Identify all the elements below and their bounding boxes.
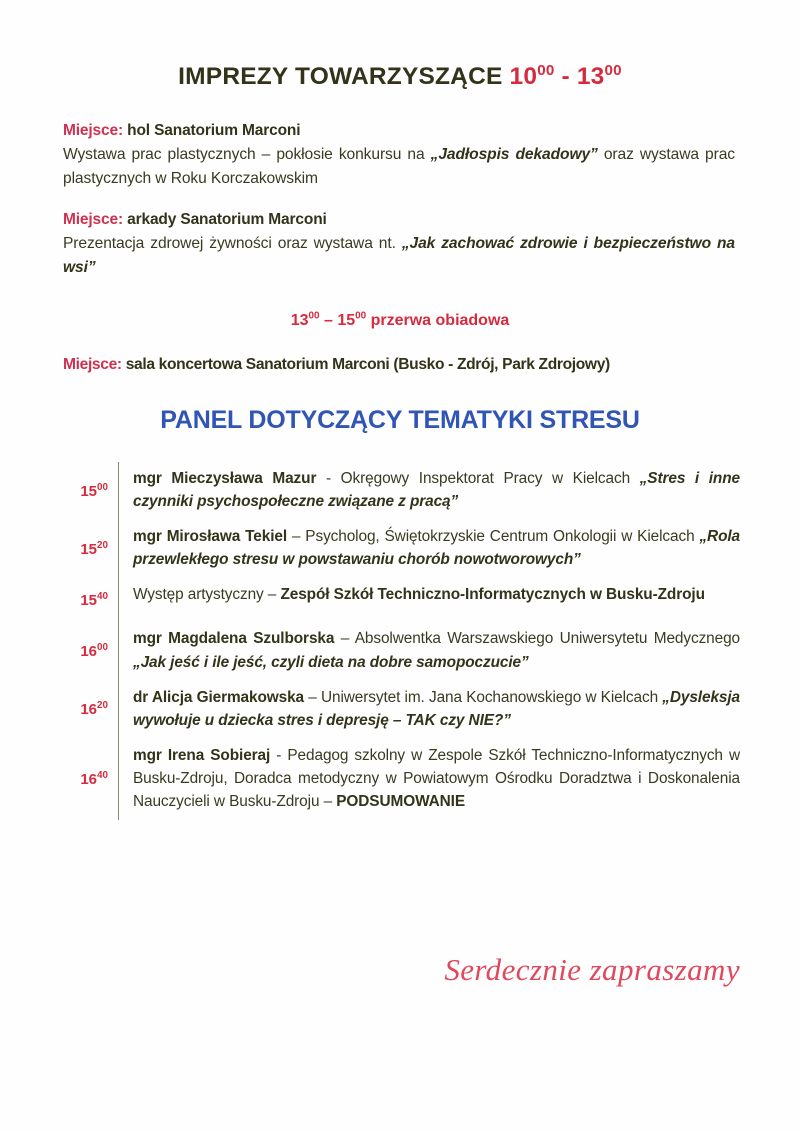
speaker-affiliation: – Absolwentka Warszawskiego Uniwersytetu Medycznego xyxy=(334,630,740,648)
venue-name: arkady Sanatorium Marconi xyxy=(127,211,327,228)
closing-invitation: Serdecznie zapraszamy xyxy=(444,952,740,987)
schedule-time xyxy=(63,541,118,558)
schedule-entry xyxy=(118,578,740,622)
talk-title: „Rola przewlekłego stresu w powstawaniu chorób nowotworowych” xyxy=(133,528,740,569)
schedule-time xyxy=(63,771,118,788)
schedule-minute: 40 xyxy=(97,590,108,602)
venue-heading xyxy=(63,122,735,140)
speaker-affiliation: – Psycholog, Świętokrzyskie Centrum Onkologii w Kielcach xyxy=(287,528,700,546)
schedule-entry xyxy=(118,520,740,578)
schedule-row xyxy=(63,622,740,680)
break-to-hour: 15 xyxy=(337,312,356,329)
speaker-name: dr Alicja Giermakowska xyxy=(133,688,305,706)
talk-title: „Dysleksja wywołuje u dziecka stres i depresję – TAK czy NIE?” xyxy=(133,688,741,729)
schedule-row xyxy=(63,462,740,520)
speaker-name: mgr Mieczysława Mazur xyxy=(133,470,317,487)
schedule-entry xyxy=(118,739,740,820)
schedule-hour: 15 xyxy=(80,482,98,500)
schedule-row xyxy=(63,578,740,622)
schedule-list xyxy=(63,462,740,820)
break-to-min: 00 xyxy=(355,310,367,322)
schedule-time xyxy=(63,643,118,660)
venue-block-arkady xyxy=(63,211,735,279)
schedule-minute: 00 xyxy=(97,642,108,654)
speaker-name: mgr Mirosława Tekiel xyxy=(133,528,288,546)
venue-label: Miejsce: xyxy=(63,211,123,228)
schedule-row xyxy=(63,739,740,820)
venue-heading xyxy=(63,211,735,229)
page-title xyxy=(60,63,740,91)
description-text: Prezentacja zdrowej żywności oraz wystawa nt. xyxy=(63,235,402,252)
title-time-from-min: 00 xyxy=(537,61,555,79)
summary-label: PODSUMOWANIE xyxy=(336,793,466,811)
schedule-entry xyxy=(118,681,740,739)
schedule-minute: 00 xyxy=(97,481,108,493)
schedule-hour: 16 xyxy=(80,643,98,661)
break-text: przerwa obiadowa xyxy=(366,312,510,329)
venue-label: Miejsce: xyxy=(63,356,122,373)
speaker-affiliation: - Okręgowy Inspektorat Pracy w Kielcach xyxy=(316,470,640,487)
schedule-minute: 20 xyxy=(97,539,108,551)
speaker-affiliation: - Pedagog szkolny w Zespole Szkół Techniczno-Informatycznych w Busku-Zdroju, Doradca metodyczny w Powiatowym Ośrodku Doradztwa i Doskonalenia Nauczycieli w Busku-Zdroju – xyxy=(133,746,740,811)
schedule-entry xyxy=(118,462,740,520)
venue-label: Miejsce: xyxy=(63,122,123,139)
performer-name: Zespół Szkół Techniczno-Informatycznych w Busku-Zdroju xyxy=(280,586,705,604)
venue-description xyxy=(63,143,735,190)
entry-text: Występ artystyczny – xyxy=(133,586,281,604)
schedule-row xyxy=(63,681,740,739)
venue-name: hol Sanatorium Marconi xyxy=(127,122,301,139)
break-separator: – xyxy=(319,312,338,329)
talk-title: „Stres i inne czynniki psychospołeczne związane z pracą” xyxy=(133,470,740,511)
description-emphasis: „Jak zachować zdrowie i bezpieczeństwo na wsi” xyxy=(63,235,735,276)
venue-description xyxy=(63,232,735,279)
schedule-time xyxy=(63,701,118,718)
break-from-hour: 13 xyxy=(290,312,309,329)
schedule-minute: 20 xyxy=(97,700,108,712)
speaker-name: mgr Magdalena Szulborska xyxy=(133,630,335,648)
description-text: Wystawa prac plastycznych – pokłosie konkursu na xyxy=(63,146,431,163)
page-title-text: IMPREZY TOWARZYSZĄCE xyxy=(178,63,510,90)
title-time-to-min: 00 xyxy=(604,61,622,79)
venue-block-hol xyxy=(63,122,735,190)
panel-title: PANEL DOTYCZĄCY TEMATYKI STRESU xyxy=(160,406,640,434)
venue-block-concert-hall xyxy=(63,356,735,377)
schedule-row xyxy=(63,520,740,578)
page-title-time-range xyxy=(510,63,622,90)
schedule-minute: 40 xyxy=(97,770,108,782)
break-from-min: 00 xyxy=(308,310,320,322)
venue-heading xyxy=(63,356,735,374)
speaker-name: mgr Irena Sobieraj xyxy=(133,746,271,764)
lunch-break-line xyxy=(60,312,740,330)
schedule-hour: 15 xyxy=(80,540,98,558)
venue-name: sala koncertowa Sanatorium Marconi (Busko - Zdrój, Park Zdrojowy) xyxy=(125,356,610,373)
talk-title: „Jak jeść i ile jeść, czyli dieta na dobre samopoczucie” xyxy=(133,653,529,671)
title-time-dash: - xyxy=(554,63,577,90)
schedule-time xyxy=(63,592,118,609)
schedule-hour: 16 xyxy=(80,701,98,719)
schedule-time xyxy=(63,483,118,500)
title-time-from-hour: 10 xyxy=(509,63,538,90)
schedule-hour: 16 xyxy=(80,771,98,789)
title-time-to-hour: 13 xyxy=(576,63,605,90)
schedule-hour: 15 xyxy=(80,591,98,609)
description-emphasis: „Jadłospis dekadowy” xyxy=(430,146,598,163)
description-text: oraz wystawa prac plastycznych w Roku Korczakowskim xyxy=(63,146,735,187)
schedule-entry xyxy=(118,622,740,680)
speaker-affiliation: – Uniwersytet im. Jana Kochanowskiego w Kielcach xyxy=(304,688,663,706)
